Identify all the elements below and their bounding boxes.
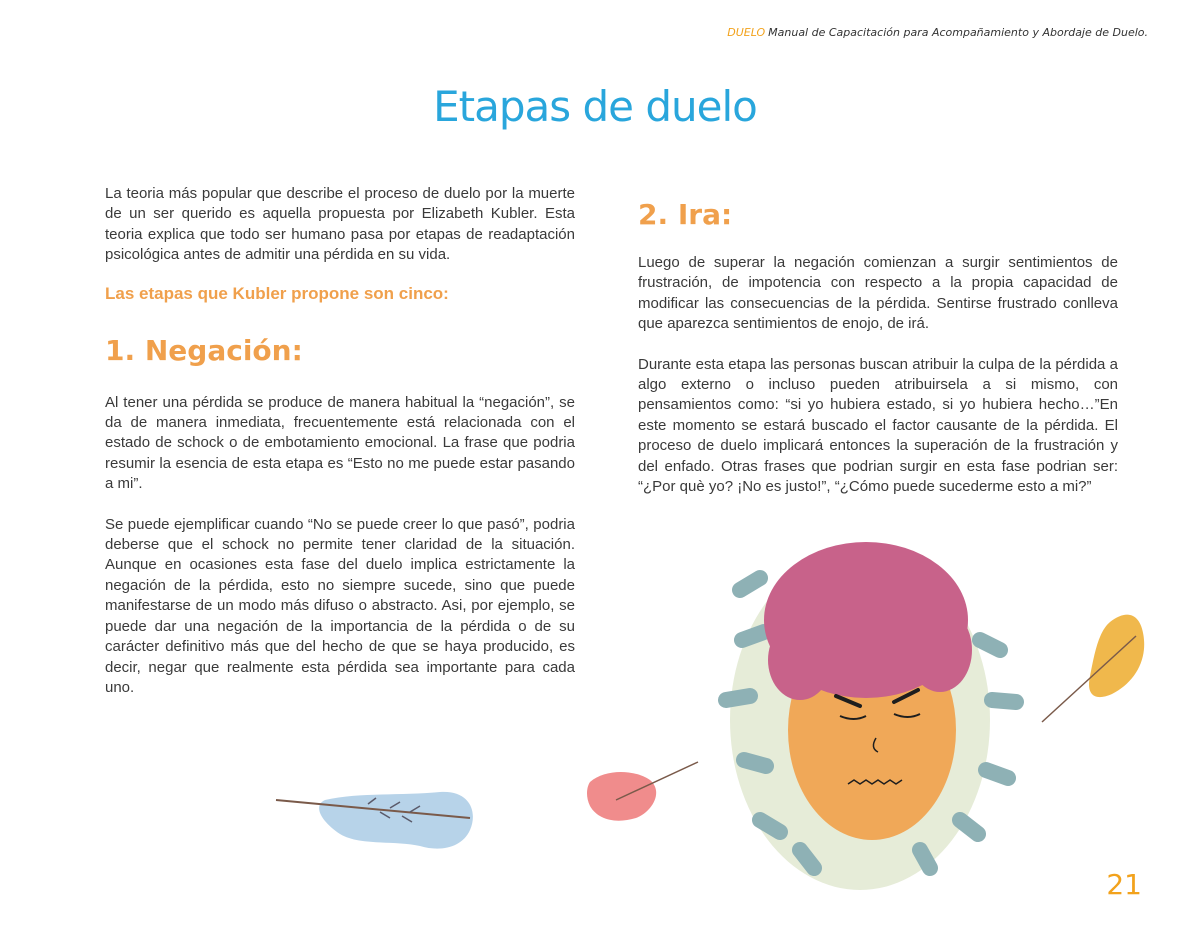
- header-brand: DUELO: [727, 26, 766, 39]
- angry-face-illustration: [726, 542, 1016, 890]
- ira-paragraph-1: Luego de superar la negación comienzan a surgir sentimientos de frustración, de impotencia con respecto a la propia capacidad de modificar las consecuencias de la pérdida. Sentirse frustrado conlleva que aparezca sentimientos de enojo, de irá.: [638, 254, 1118, 333]
- negacion-paragraph-2: Se puede ejemplificar cuando “No se puede creer lo que pasó”, podria deberse que el schock no permite tener claridad de la situación. Aunque en ocasiones esta fase del duelo implica estrictamente la negación de la pérdida, esto no siempre sucede, sino que puede manifestarse de un modo más difuso o abstracto. Asi, por ejemplo, se puede dar una negación de la importancia de la pérdida o de su carácter definitivo más que del hecho de que se haya producido, es decir, negar que realmente esta pérdida sea importante para cada uno.: [105, 515, 575, 696]
- header-subtitle: Manual de Capacitación para Acompañamiento y Abordaje de Duelo.: [768, 26, 1148, 39]
- section-heading-negacion: 1. Negación:: [105, 333, 303, 367]
- yellow-leaf-illustration: [1042, 615, 1144, 722]
- page-number: 21: [1106, 868, 1142, 901]
- ira-paragraph-2: Durante esta etapa las personas buscan atribuir la culpa de la pérdida a algo externo o incluso pueden atribuirsela a si mismo, con pensamientos como: “si yo hubiera estado, si yo hubiera hecho…”En este momento se estará buscado el factor causante de la pérdida. El proceso de duelo implicará entonces la superación de la frustración y del enfado. Otras frases que podrian surgir en esta fase podrian ser: “¿Por què yo? ¡No es justo!”, “¿Cómo puede sucederme esto a mi?”: [638, 355, 1118, 496]
- blue-leaf-illustration: [276, 792, 473, 849]
- page-title: Etapas de duelo: [433, 82, 757, 131]
- section-heading-ira: 2. Ira:: [638, 198, 733, 231]
- stages-subheading: Las etapas que Kubler propone son cinco:: [105, 283, 449, 303]
- negacion-paragraph-1: Al tener una pérdida se produce de manera habitual la “negación”, se da de manera inmediata, frecuentemente está relacionada con el estado de schock o de embotamiento emocional. La frase que podria resumir la esencia de esta etapa es “Esto no me puede estar pasando a mi”.: [105, 393, 575, 493]
- intro-paragraph: La teoria más popular que describe el proceso de duelo por la muerte de un ser querido es aquella propuesta por Elizabeth Kubler. Esta teoria explica que todo ser humano pasa por etapas de readaptación psicológica antes de admitir una pérdida en su vida.: [105, 185, 575, 264]
- pink-leaf-illustration: [587, 762, 698, 821]
